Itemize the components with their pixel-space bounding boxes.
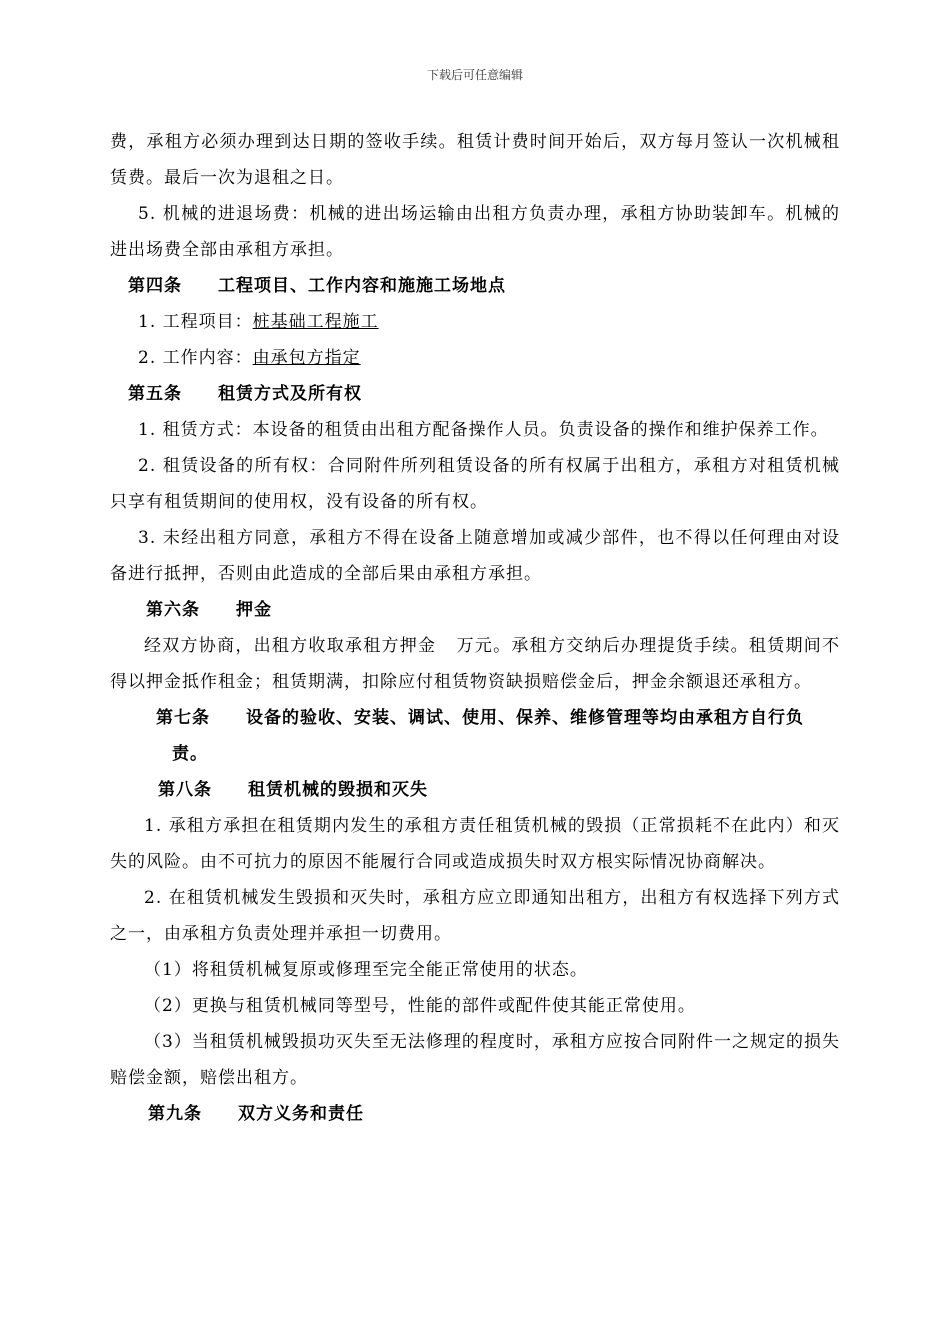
deposit-text-end: 万元。承租方交纳后办理提货手续。租赁期间不得以押金抵作租金；租赁期满，扣除应付租赁物资缺损赔偿金后，押金余额退还承租方。 [110, 636, 841, 692]
heading-article-9 [110, 1096, 840, 1132]
article-number: 第八条 [158, 780, 212, 800]
article-title: 租赁方式及所有权 [218, 384, 362, 404]
article-number: 第五条 [128, 384, 182, 404]
paragraph-rental-method: 1. 租赁方式：本设备的租赁由出租方配备操作人员。负责设备的操作和维护保养工作。 [138, 420, 829, 440]
paragraph-work-content [110, 340, 840, 376]
field-value-work-content: 由承包方指定 [252, 348, 361, 368]
list-item-compensate: （3）当租赁机械毁损功灭失至无法修理的程度时，承租方应按合同附件一之规定的损失赔偿金额，赔偿出租方。 [110, 1032, 840, 1088]
paragraph-project [110, 304, 840, 340]
list-item-replace: （2）更换与租赁机械同等型号，性能的部件或配件使其能正常使用。 [144, 996, 696, 1016]
paragraph-no-modification: 3. 未经出租方同意，承租方不得在设备上随意增加或减少部件，也不得以任何理由对设备进行抵押，否则由此造成的全部后果由承租方承担。 [110, 528, 840, 584]
paragraph-damage-notice: 2. 在租赁机械发生毁损和灭失时，承租方应立即通知出租方，出租方有权选择下列方式之一，由承租方负责处理并承担一切费用。 [110, 888, 840, 944]
deposit-text-start: 经双方协商，出租方收取承租方押金 [144, 636, 437, 656]
article-number: 第七条 [156, 708, 210, 728]
heading-article-4 [110, 268, 840, 304]
heading-article-5 [110, 376, 840, 412]
article-title: 设备的验收、安装、调试、使用、保养、维修管理等均由承租方自行负 [246, 708, 804, 728]
document-body [110, 124, 840, 1132]
heading-article-8 [110, 772, 840, 808]
field-label: 2. 工作内容： [138, 348, 253, 368]
field-value-project: 桩基础工程施工 [252, 312, 379, 332]
paragraph-rental-fee: 费，承租方必须办理到达日期的签收手续。租赁计费时间开始后，双方每月签认一次机械租赁费。最后一次为退租之日。 [110, 132, 840, 188]
page-header: 下载后可任意编辑 [426, 68, 523, 82]
article-title: 押金 [236, 600, 272, 620]
paragraph-ownership: 2. 租赁设备的所有权：合同附件所列租赁设备的所有权属于出租方，承租方对租赁机械只享有租赁期间的使用权，没有设备的所有权。 [110, 456, 840, 512]
heading-article-7 [110, 700, 840, 772]
article-title: 租赁机械的毁损和灭失 [248, 780, 428, 800]
article-number: 第九条 [148, 1104, 202, 1124]
field-label: 1. 工程项目： [138, 312, 253, 332]
article-number: 第四条 [128, 276, 182, 296]
heading-article-6 [110, 592, 840, 628]
article-title: 工程项目、工作内容和施施工场地点 [218, 276, 506, 296]
paragraph-deposit [110, 628, 840, 700]
article-title-continued: 责。 [172, 744, 208, 764]
paragraph-entry-exit-fee: 5. 机械的进退场费：机械的进出场运输由出租方负责办理，承租方协助装卸车。机械的进出场费全部由承租方承担。 [110, 204, 840, 260]
article-number: 第六条 [146, 600, 200, 620]
paragraph-damage-risk: 1. 承租方承担在租赁期内发生的承租方责任租赁机械的毁损（正常损耗不在此内）和灭失的风险。由不可抗力的原因不能履行合同或造成损失时双方根实际情况协商解决。 [110, 816, 840, 872]
list-item-restore: （1）将租赁机械复原或修理至完全能正常使用的状态。 [144, 960, 588, 980]
article-title: 双方义务和责任 [238, 1104, 364, 1124]
